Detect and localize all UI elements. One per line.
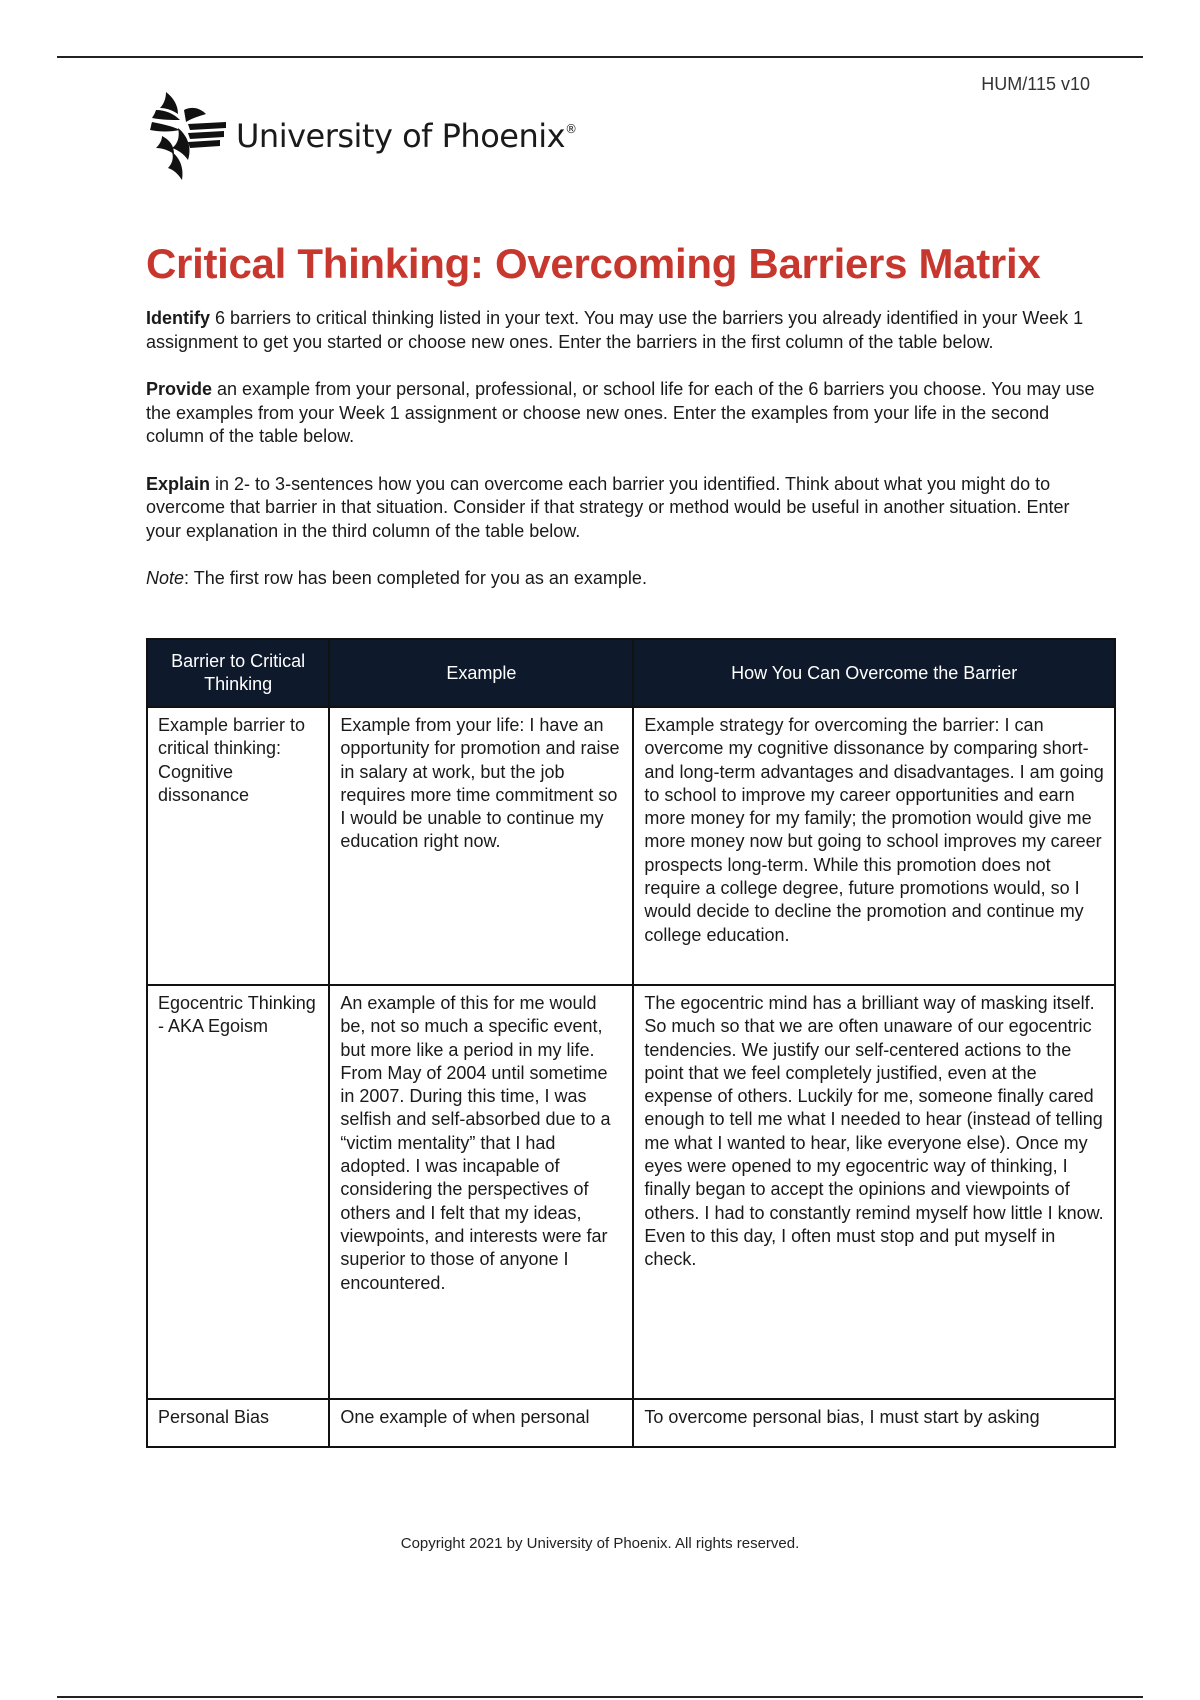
- instruction-note: Note: The first row has been completed for you as an example.: [146, 568, 647, 588]
- cell-example: One example of when personal: [329, 1399, 633, 1447]
- cell-overcome: Example strategy for overcoming the barrier: I can overcome my cognitive dissonance by comparing short- and long-term advantages and disadvantages. I am going to school to improve my career opportunities and earn more money for my family; the promotion would give me more money now but going to school improves my career prospects long-term. While this promotion does not require a college degree, future promotions would, so I would decide to decline the promotion and continue my college education.: [633, 707, 1115, 985]
- header-overcome: How You Can Overcome the Barrier: [633, 639, 1115, 707]
- header-barrier: Barrier to Critical Thinking: [147, 639, 329, 707]
- table-row: [147, 1399, 1115, 1447]
- bottom-rule: [57, 1696, 1143, 1698]
- cell-barrier: Egocentric Thinking - AKA Egoism: [147, 985, 329, 1399]
- instruction-provide: Provide an example from your personal, professional, or school life for each of the 6 barriers you choose. You may use the examples from your Week 1 assignment or choose new ones. Enter the examples from your life in the second column of the table below.: [146, 379, 1095, 446]
- course-code: HUM/115 v10: [981, 74, 1090, 94]
- logo-wordmark: University of Phoenix®: [236, 117, 577, 155]
- table-row: [147, 707, 1115, 985]
- table-header-row: [147, 639, 1115, 707]
- top-rule: [57, 56, 1143, 58]
- phoenix-icon: [148, 88, 228, 184]
- header-example: Example: [329, 639, 633, 707]
- page-title: Critical Thinking: Overcoming Barriers Matrix: [146, 240, 1041, 287]
- copyright-footer: Copyright 2021 by University of Phoenix. All rights reserved.: [400, 1535, 800, 1552]
- university-logo: [148, 88, 577, 184]
- instruction-identify: Identify 6 barriers to critical thinking listed in your text. You may use the barriers you already identified in your Week 1 assignment to get you started or choose new ones. Enter the barriers in the first column of the table below.: [146, 308, 1084, 352]
- table-row: [147, 985, 1115, 1399]
- cell-barrier: Example barrier to critical thinking: Cognitive dissonance: [147, 707, 329, 985]
- instructions: [146, 307, 1096, 615]
- cell-example: Example from your life: I have an opportunity for promotion and raise in salary at work, but the job requires more time commitment so I would be unable to continue my education right now.: [329, 707, 633, 985]
- instruction-explain: Explain in 2- to 3-sentences how you can overcome each barrier you identified. Think about what you might do to overcome that barrier in that situation. Consider if that strategy or method would be useful in another situation. Enter your explanation in the third column of the table below.: [146, 473, 1070, 541]
- cell-overcome: To overcome personal bias, I must start by asking: [633, 1399, 1115, 1447]
- barriers-matrix-table: [146, 638, 1116, 1448]
- cell-barrier: Personal Bias: [147, 1399, 329, 1447]
- cell-example: An example of this for me would be, not so much a specific event, but more like a period in my life. From May of 2004 until sometime in 2007. During this time, I was selfish and self-absorbed due to a “victim mentality” that I had adopted. I was incapable of considering the perspectives of others and I felt that my ideas, viewpoints, and interests were far superior to those of anyone I encountered.: [329, 985, 633, 1399]
- cell-overcome: The egocentric mind has a brilliant way of masking itself. So much so that we are often unaware of our egocentric tendencies. We justify our self-centered actions to the point that we feel completely justified, even at the expense of others. Luckily for me, someone finally cared enough to tell me what I needed to hear (instead of telling me what I wanted to hear, like everyone else). Once my eyes were opened to my egocentric way of thinking, I finally began to accept the opinions and viewpoints of others. I had to constantly remind myself how little I know. Even to this day, I often must stop and put myself in check.: [633, 985, 1115, 1399]
